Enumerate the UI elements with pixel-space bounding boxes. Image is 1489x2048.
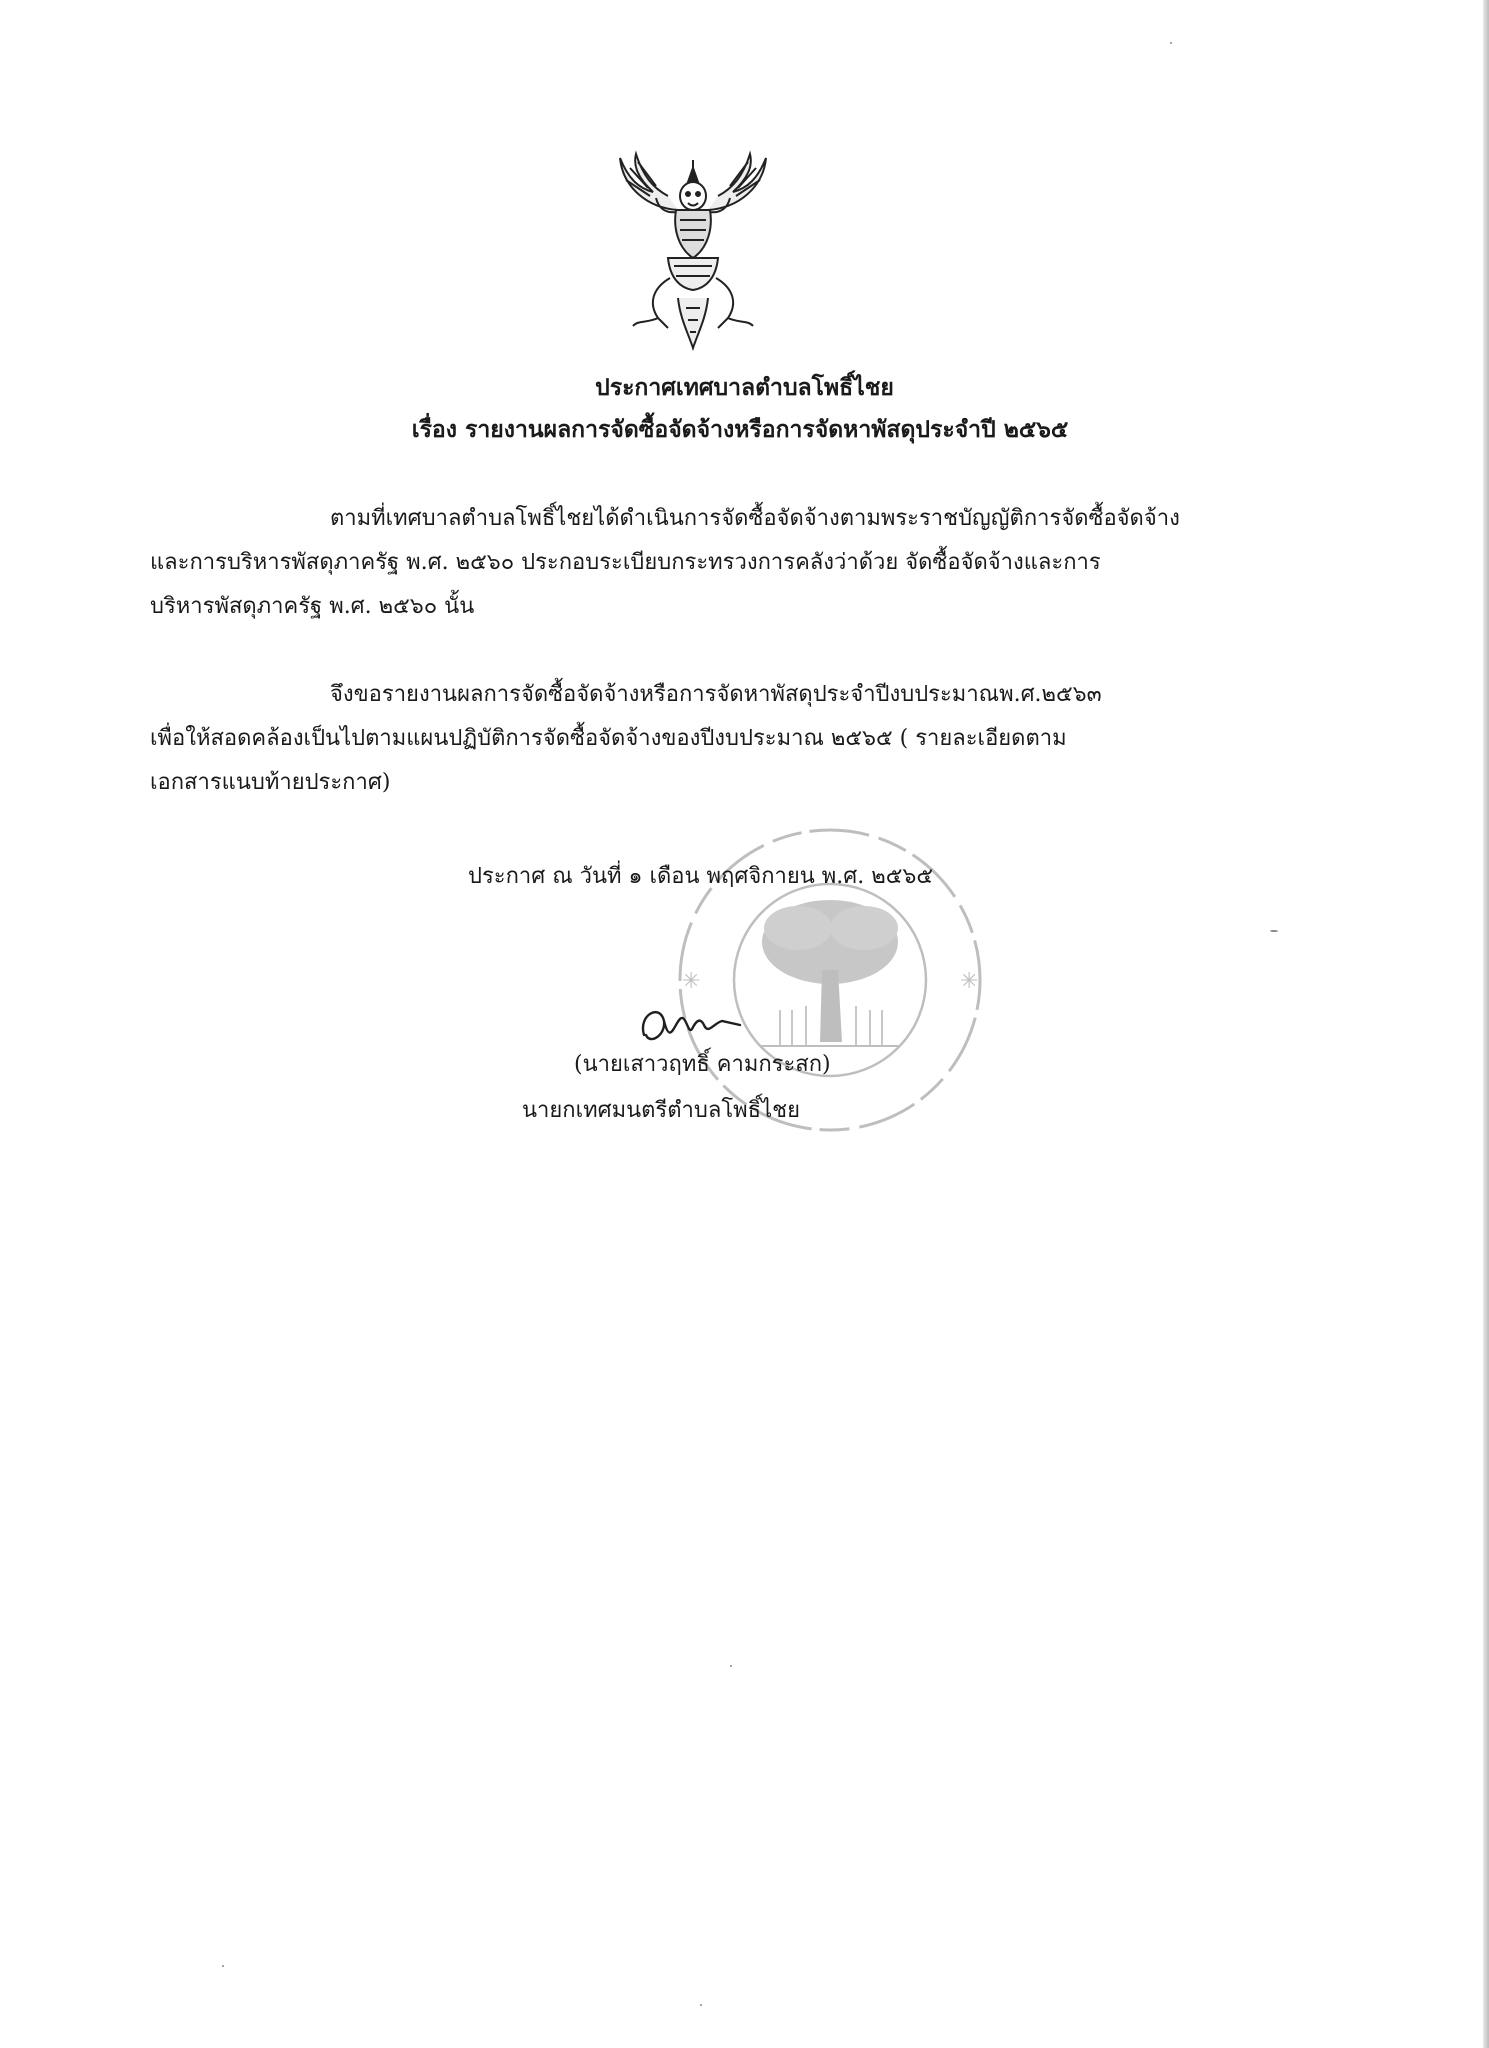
scan-speck (1170, 42, 1172, 44)
scan-speck (1270, 930, 1278, 932)
document-title: ประกาศเทศบาลตำบลโพธิ์ไชย (595, 374, 894, 401)
garuda-emblem-icon (608, 148, 778, 358)
announcement-date: ประกาศ ณ วันที่ ๑ เดือน พฤศจิกายน พ.ศ. ๒๕๖๕ (468, 864, 934, 889)
paragraph-2-line-2: เพื่อให้สอดคล้องเป็นไปตามแผนปฏิบัติการจัดซื้อจัดจ้างของปีงบประมาณ ๒๕๖๕ ( รายละเอียดตาม (150, 726, 1067, 751)
svg-text:✳: ✳ (960, 969, 979, 994)
document-subject: เรื่อง รายงานผลการจัดซื้อจัดจ้างหรือการจัดหาพัสดุประจำปี ๒๕๖๕ (411, 416, 1069, 443)
scan-speck (700, 2004, 702, 2006)
paragraph-1-line-3: บริหารพัสดุภาครัฐ พ.ศ. ๒๕๖๐ นั้น (150, 594, 475, 619)
signer-position: นายกเทศมนตรีตำบลโพธิ์ไชย (522, 1098, 800, 1123)
signer-name: (นายเสาวฤทธิ์ คามกระสก) (574, 1052, 831, 1077)
svg-text:✳: ✳ (682, 969, 701, 994)
scan-edge (1483, 0, 1489, 2048)
paragraph-2-line-3: เอกสารแนบท้ายประกาศ) (150, 770, 391, 795)
scan-speck (222, 1965, 224, 1967)
scan-speck (730, 1665, 732, 1667)
paragraph-1-line-1: ตามที่เทศบาลตำบลโพธิ์ไชยได้ดำเนินการจัดซื้อจัดจ้างตามพระราชบัญญัติการจัดซื้อจัดจ้าง (330, 506, 1180, 531)
paragraph-2-line-1: จึงขอรายงานผลการจัดซื้อจัดจ้างหรือการจัดหาพัสดุประจำปีงบประมาณพ.ศ.๒๕๖๓ (330, 682, 1102, 707)
paragraph-1-line-2: และการบริหารพัสดุภาครัฐ พ.ศ. ๒๕๖๐ ประกอบระเบียบกระทรวงการคลังว่าด้วย จัดซื้อจัดจ้างและการ (150, 550, 1101, 575)
